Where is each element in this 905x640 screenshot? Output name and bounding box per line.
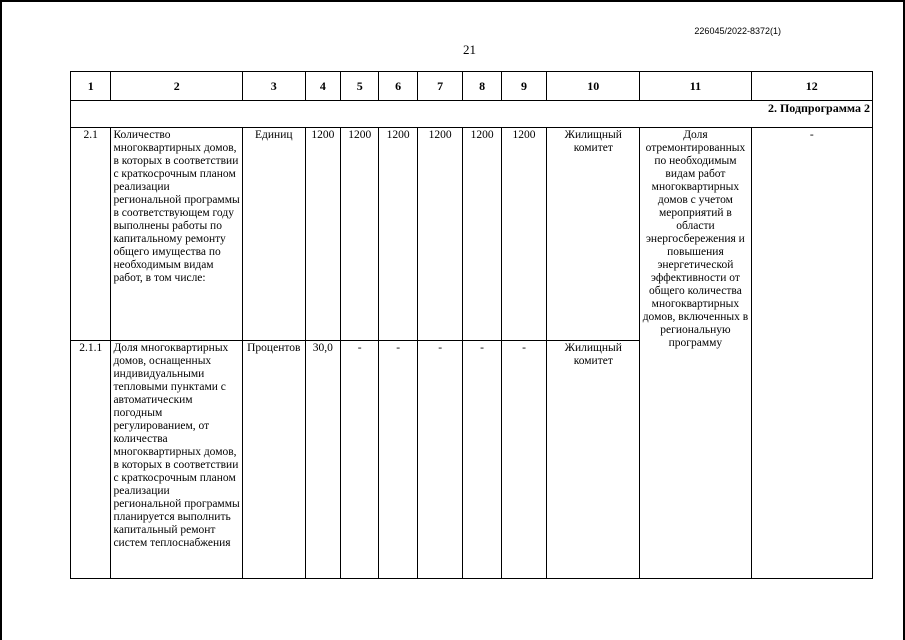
value-cell: - bbox=[341, 341, 379, 579]
row-id: 2.1.1 bbox=[71, 341, 111, 579]
column-header: 9 bbox=[501, 72, 547, 101]
indicator-name: Доля многоквартирных домов, оснащенных индивидуальными тепловыми пунктами с автоматическим погодным регулированием, от количества многоквартирных домов, в которых в соответствии с краткосрочным планом реализации региональной программы планируется выполнить капитальный ремонт систем теплоснабжения bbox=[111, 341, 242, 579]
column-header: 5 bbox=[341, 72, 379, 101]
program-indicators-table bbox=[70, 71, 873, 579]
value-cell: 1200 bbox=[305, 128, 340, 341]
value-cell: 1200 bbox=[341, 128, 379, 341]
column-header: 6 bbox=[379, 72, 417, 101]
unit-cell: Процентов bbox=[242, 341, 305, 579]
value-cell: - bbox=[501, 341, 547, 579]
value-cell: - bbox=[417, 341, 463, 579]
row-id: 2.1 bbox=[71, 128, 111, 341]
column-header: 1 bbox=[71, 72, 111, 101]
value-cell: 1200 bbox=[463, 128, 501, 341]
document-code: 226045/2022-8372(1) bbox=[694, 26, 781, 36]
page-number: 21 bbox=[463, 42, 476, 57]
column-header: 10 bbox=[547, 72, 640, 101]
column-header: 2 bbox=[111, 72, 242, 101]
value-cell: 1200 bbox=[501, 128, 547, 341]
responsible-cell: Жилищный комитет bbox=[547, 341, 640, 579]
value-cell: - bbox=[463, 341, 501, 579]
column-header: 4 bbox=[305, 72, 340, 101]
page-border-left bbox=[0, 0, 2, 640]
column-header: 3 bbox=[242, 72, 305, 101]
value-cell: - bbox=[379, 341, 417, 579]
table-row bbox=[71, 128, 873, 341]
page-border-top bbox=[0, 0, 905, 2]
value-cell: 1200 bbox=[379, 128, 417, 341]
indicator-name: Количество многоквартирных домов, в которых в соответствии с краткосрочным планом реализации региональной программы в соответствующем году выполнены работы по капитальному ремонту общего имущества по необходимым видам работ, в том числе: bbox=[111, 128, 242, 341]
methodology-cell: Доля отремонтированных по необходимым видам работ многоквартирных домов с учетом мероприятий в области энергосбережения и повышения энергетической эффективности от общего количества многоквартирных домов, включенных в региональную программу bbox=[640, 128, 751, 579]
column-header: 7 bbox=[417, 72, 463, 101]
unit-cell: Единиц bbox=[242, 128, 305, 341]
responsible-cell: Жилищный комитет bbox=[547, 128, 640, 341]
value-cell: 30,0 bbox=[305, 341, 340, 579]
value-cell: 1200 bbox=[417, 128, 463, 341]
section-title: 2. Подпрограмма 2 bbox=[71, 101, 873, 128]
column-header: 8 bbox=[463, 72, 501, 101]
header-row bbox=[71, 72, 873, 101]
column-header: 11 bbox=[640, 72, 751, 101]
column-header: 12 bbox=[751, 72, 872, 101]
note-cell: - bbox=[751, 128, 872, 579]
section-row bbox=[71, 101, 873, 128]
